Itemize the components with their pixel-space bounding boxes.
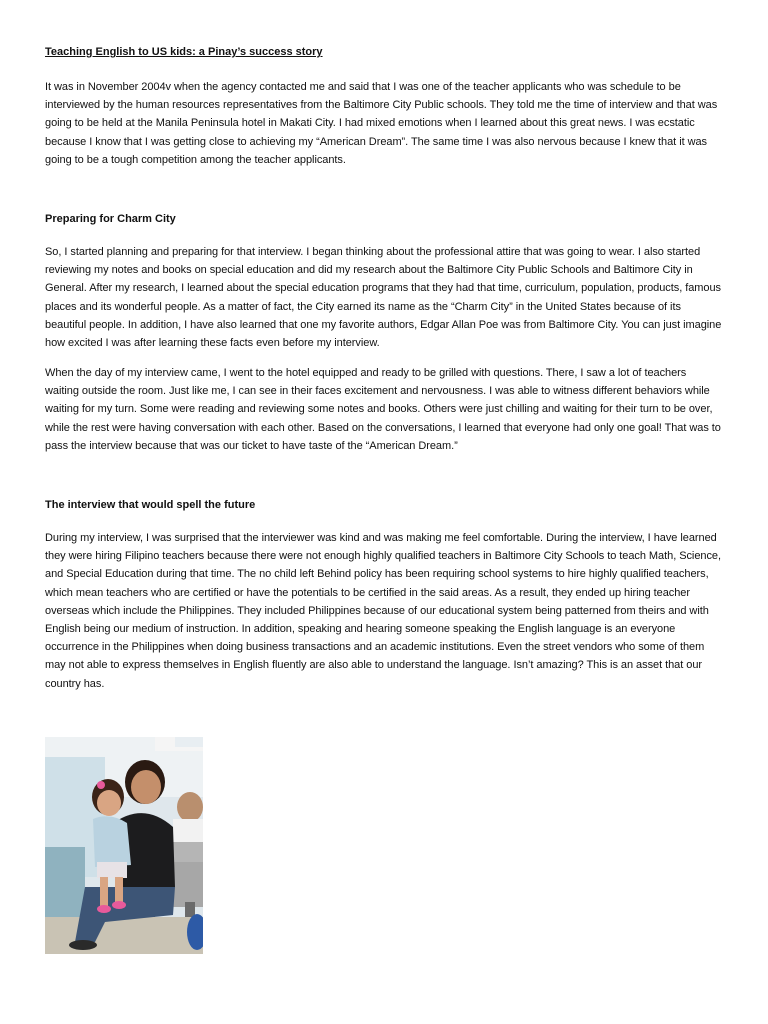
document-title: Teaching English to US kids: a Pinay’s success story — [45, 46, 323, 58]
photo-illustration — [45, 737, 203, 954]
paragraph-text: It was in November 2004v when the agency contacted me and said that I was one of the teacher applicants who was schedule to be interviewed by the human resources representatives from the Baltimore City Public schools. They told me the time of interview and that was going to be held at the Manila Peninsula hotel in Makati City. I had mixed emotions when I learned about this great news. I was ecstatic because I know that I was getting close to achieving my “American Dream”. The same time I was also nervous because I knew that it was going to be a tough competition among the teacher applicants. — [45, 81, 718, 166]
section-heading-interview: The interview that would spell the future — [45, 499, 256, 511]
paragraph-preparing — [45, 243, 723, 352]
paragraph-text: When the day of my interview came, I went to the hotel equipped and ready to be grilled with questions. There, I saw a lot of teachers waiting outside the room. Just like me, I can see in their faces excitement and nervousness. I was able to witness different behaviors while waiting for my turn. Some were reading and reviewing some notes and books. Others were just chilling and waiting for their turn to be over, while the rest were having conversation with each other. Based on the conversations, I learned that everyone had only one goal! That was to pass the interview because that was our ticket to have taste of the “American Dream.” — [45, 367, 721, 452]
paragraph-interview — [45, 529, 723, 693]
paragraph-interview-day — [45, 364, 723, 455]
paragraph-intro — [45, 78, 723, 169]
paragraph-text: So, I started planning and preparing for that interview. I began thinking about the professional attire that was going to wear. I also started reviewing my notes and books on special education and did my research about the Baltimore City Public Schools and Baltimore City in General. After my research, I learned about the special education programs that they had that time, curriculum, population, products, famous places and its wonderful people. As a matter of fact, the City earned its name as the “Charm City” in the United States because of its beautiful people. In addition, I have also learned that one my favorite authors, Edgar Allan Poe was from Baltimore City. You can just imagine how excited I was after learning these facts even before my interview. — [45, 246, 722, 350]
section-heading-preparing: Preparing for Charm City — [45, 213, 176, 225]
paragraph-text: During my interview, I was surprised that the interviewer was kind and was making me feel comfortable. During the interview, I have learned they were hiring Filipino teachers because there were not enough highly qualified teachers in Baltimore City Schools to teach Math, Science, and Special Education during that time. The no child left Behind policy has been requiring school systems to hire highly qualified teachers, which mean teachers who are certified or have the potentials to be certified in the said areas. As a result, they ended up hiring teacher overseas which include the Philippines. They included Philippines because of our educational system being patterned from theirs and with English being our medium of instruction. In addition, speaking and hearing someone speaking the English language is an everyone occurrence in the Philippines when doing business transactions and an academic institutions. Even the street vendors who some of them may not able to express themselves in English fluently are also able to understand the language. Isn’t amazing? This is an asset that our country has. — [45, 532, 721, 690]
photo-mother-and-child — [45, 737, 203, 954]
